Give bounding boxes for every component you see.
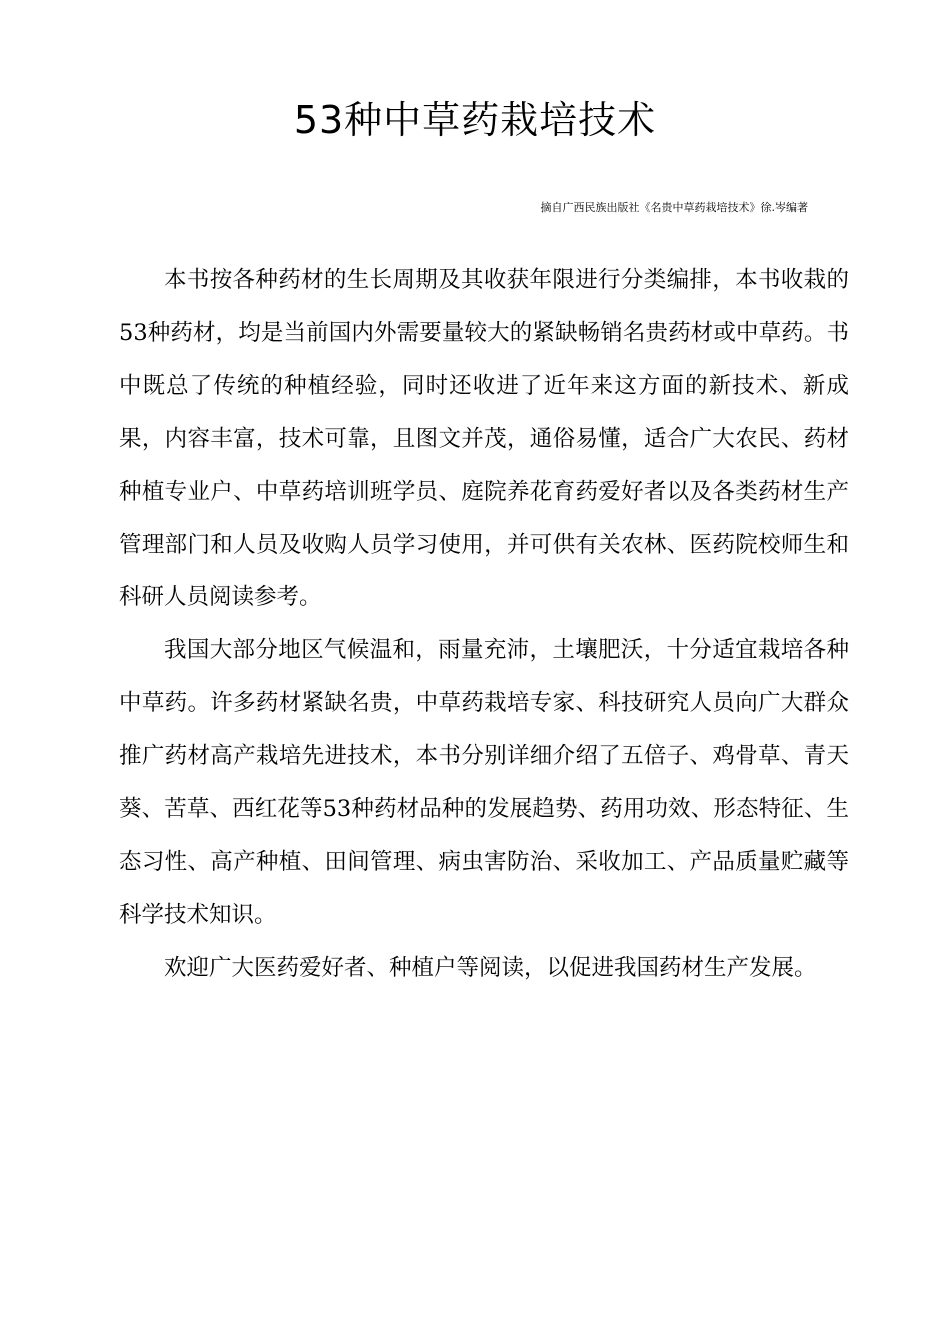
paragraph-intro: 本书按各种药材的生长周期及其收获年限进行分类编排，本书收栽的53种药材，均是当前国内外需要量较大的紧缺畅销名贵药材或中草药。书中既总了传统的种植经验，同时还收进了近年来这方面的新技术、新成果，内容丰富，技术可靠，且图文并茂，通俗易懂，适合广大农民、药材种植专业户、中草药培训班学员、庭院养花育药爱好者以及各类药材生产管理部门和人员及收购人员学习使用，并可供有关农林、医药院校师生和科研人员阅读参考。 [119, 267, 849, 611]
paragraph-closing: 欢迎广大医药爱好者、种植户等阅读，以促进我国药材生产发展。 [164, 954, 817, 981]
source-note: 摘自广西民族出版社《名贵中草药栽培技术》徐.岑编著 [540, 201, 808, 214]
document-title: 53种中草药栽培技术 [293, 98, 657, 142]
document-body [119, 254, 849, 995]
paragraph-content: 我国大部分地区气候温和，雨量充沛，土壤肥沃，十分适宜栽培各种中草药。许多药材紧缺名贵，中草药栽培专家、科技研究人员向广大群众推广药材高产栽培先进技术，本书分别详细介绍了五倍子、鸡骨草、青天葵、苦草、西红花等53种药材品种的发展趋势、药用功效、形态特征、生态习性、高产种植、田间管理、病虫害防治、采收加工、产品质量贮藏等科学技术知识。 [119, 637, 849, 928]
